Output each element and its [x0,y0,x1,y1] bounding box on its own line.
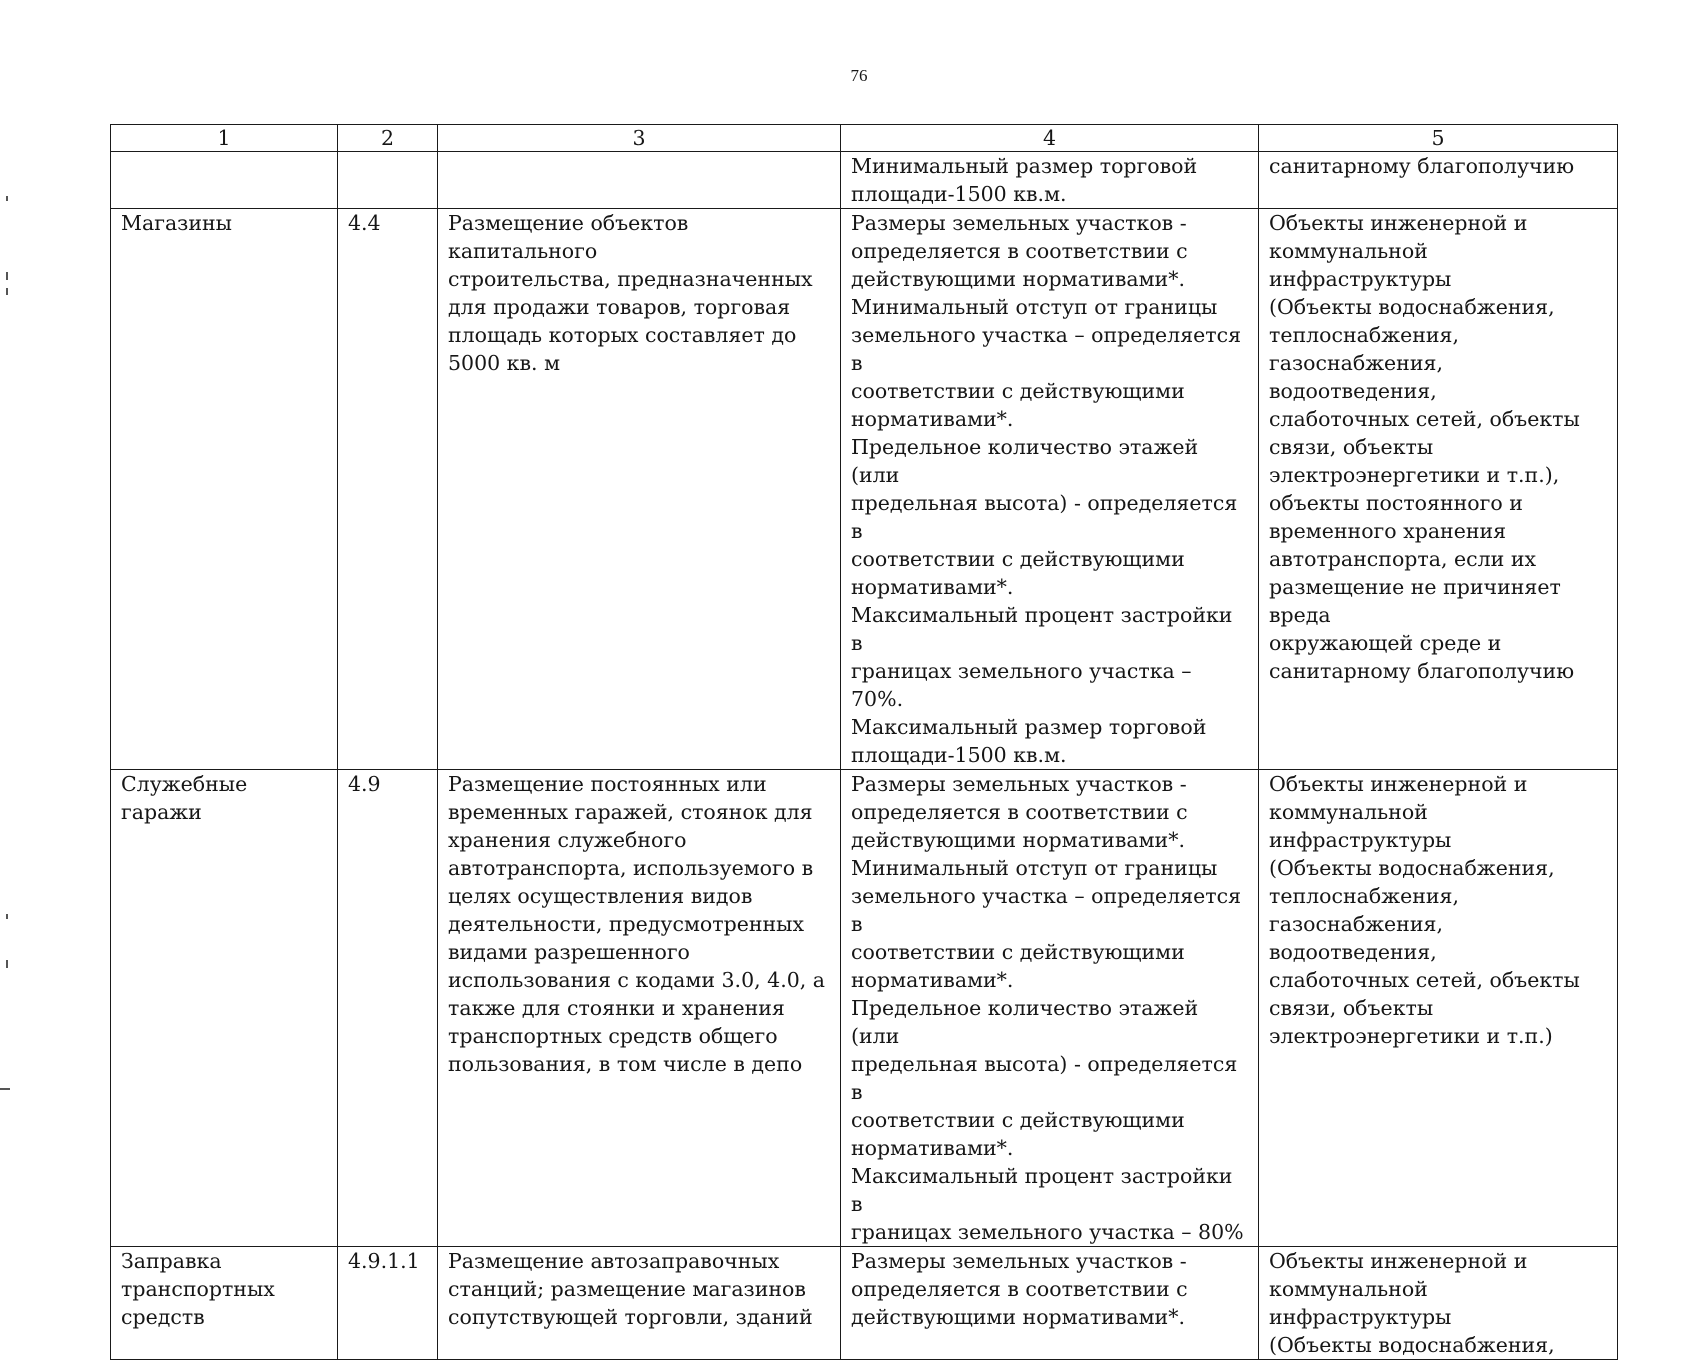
parameters-cell: Размеры земельных участков - определяется в соответствии с действующими нормативами*. [841,1247,1259,1360]
use-description-cell [438,152,841,209]
header-col-3: 3 [438,125,841,152]
scan-artifact [6,196,8,201]
allowed-objects-cell: санитарному благополучию [1259,152,1618,209]
use-description-cell: Размещение постоянных или временных гаражей, стоянок для хранения служебного автотранспорта, используемого в целях осуществления видов деятельности, предусмотренных видами разрешенного использования с кодами 3.0, 4.0, а также для стоянки и хранения транспортных средств общего пользования, в том числе в депо [438,770,841,1247]
allowed-objects-cell: Объекты инженерной и коммунальной инфраструктуры (Объекты водоснабжения, теплоснабжения, газоснабжения, водоотведения, слаботочных сетей, объекты связи, объекты электроэнергетики и т.п.), объекты постоянного и временного хранения автотранспорта, если их размещение не причиняет вреда окружающей среде и санитарному благополучию [1259,209,1618,770]
table-row [111,1247,1618,1360]
scan-artifact [0,1088,10,1090]
page-number: 76 [850,66,868,85]
land-use-table [110,124,1618,1360]
allowed-objects-cell: Объекты инженерной и коммунальной инфраструктуры (Объекты водоснабжения, [1259,1247,1618,1360]
parameters-cell: Размеры земельных участков - определяется в соответствии с действующими нормативами*. Минимальный отступ от границы земельного участка – определяется в соответствии с действующими нормативами*. Предельное количество этажей (или предельная высота) - определяется в соответствии с действующими нормативами*. Максимальный процент застройки в границах земельного участка – 80% [841,770,1259,1247]
scan-artifact [6,960,8,968]
header-col-2: 2 [338,125,438,152]
header-col-4: 4 [841,125,1259,152]
header-col-1: 1 [111,125,338,152]
scan-artifact [6,272,8,280]
use-description-cell: Размещение объектов капитального строительства, предназначенных для продажи товаров, торговая площадь которых составляет до 5000 кв. м [438,209,841,770]
use-name-cell: Служебные гаражи [111,770,338,1247]
header-row [111,125,1618,152]
parameters-cell: Размеры земельных участков - определяется в соответствии с действующими нормативами*. Минимальный отступ от границы земельного участка – определяется в соответствии с действующими нормативами*. Предельное количество этажей (или предельная высота) - определяется в соответствии с действующими нормативами*. Максимальный процент застройки в границах земельного участка – 70%. Максимальный размер торговой площади-1500 кв.м. [841,209,1259,770]
table-row [111,209,1618,770]
scan-artifact [6,288,8,295]
use-code-cell: 4.9 [338,770,438,1247]
table-row [111,770,1618,1247]
use-code-cell: 4.4 [338,209,438,770]
table-row [111,152,1618,209]
use-description-cell: Размещение автозаправочных станций; размещение магазинов сопутствующей торговли, зданий [438,1247,841,1360]
use-name-cell: Магазины [111,209,338,770]
use-name-cell [111,152,338,209]
parameters-cell: Минимальный размер торговой площади-1500 кв.м. [841,152,1259,209]
scan-artifact [6,914,8,919]
allowed-objects-cell: Объекты инженерной и коммунальной инфраструктуры (Объекты водоснабжения, теплоснабжения, газоснабжения, водоотведения, слаботочных сетей, объекты связи, объекты электроэнергетики и т.п.) [1259,770,1618,1247]
header-col-5: 5 [1259,125,1618,152]
use-code-cell [338,152,438,209]
use-name-cell: Заправка транспортных средств [111,1247,338,1360]
use-code-cell: 4.9.1.1 [338,1247,438,1360]
